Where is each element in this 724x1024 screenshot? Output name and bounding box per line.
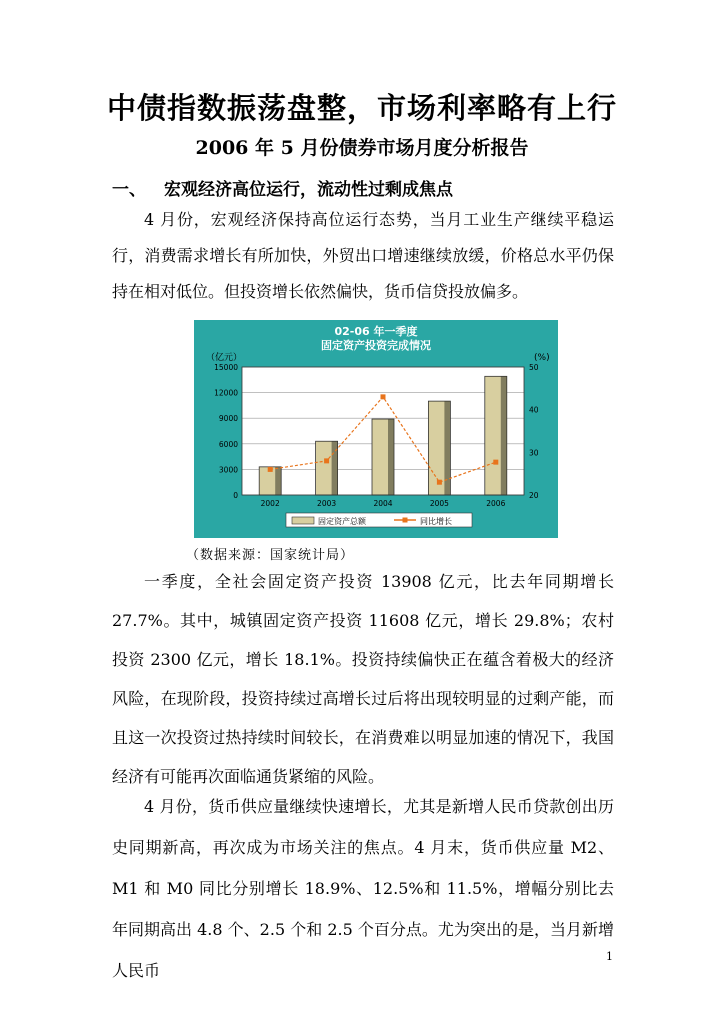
- growth-point: [493, 460, 498, 465]
- chart-title-line-2: 固定资产投资完成情况: [321, 339, 431, 352]
- left-axis-tick-label: 15000: [214, 363, 238, 372]
- left-axis-tick-label: 6000: [218, 439, 238, 449]
- document-title: 中债指数振荡盘整，市场利率略有上行: [106, 91, 617, 125]
- bar-shade: [501, 376, 507, 495]
- legend-bar-swatch: [292, 517, 314, 524]
- data-source-note: （数据来源：国家统计局）: [186, 548, 355, 563]
- bar-shade: [275, 467, 281, 495]
- left-axis-tick-label: 3000: [218, 465, 238, 475]
- left-axis-tick-label: 12000: [214, 388, 238, 398]
- paragraph-2: 一季度，全社会固定资产投资 13908 亿元，比去年同期增长 27.7%。其中，城镇固定资产投资 11608 亿元，增长 29.8%；农村投资 2300 亿元，增长 18.1%。投资持续偏快正在蕴含着极大的经济风险，在现阶段，投资持续过高增长过后将出现较明显的过剩产能，而且这一次投资过热持续时间较长，在消费难以明显加速的情况下，我国经济有可能再次面临通货紧缩的风险。: [112, 572, 614, 786]
- legend-line-marker: [403, 518, 408, 523]
- growth-point: [381, 394, 386, 399]
- growth-point: [324, 458, 329, 463]
- legend-line-label: 同比增长: [420, 517, 452, 526]
- right-axis-tick-label: 30: [529, 448, 539, 458]
- section-title: 宏观经济高位运行，流动性过剩成焦点: [164, 180, 453, 200]
- x-axis-tick-label: 2003: [317, 499, 337, 508]
- x-axis-tick-label: 2005: [429, 499, 449, 508]
- growth-point: [268, 467, 273, 472]
- document-subtitle: 2006 年 5 月份债券市场月度分析报告: [195, 137, 529, 159]
- investment-chart: [194, 320, 558, 538]
- paragraph-1: 4 月份，宏观经济保持高位运行态势，当月工业生产继续平稳运行，消费需求增长有所加快，外贸出口增速继续放缓，价格总水平仍保持在相对低位。但投资增长依然偏快，货币信贷投放偏多。: [112, 210, 614, 301]
- bar-shade: [388, 419, 394, 495]
- right-axis-tick-label: 50: [529, 363, 539, 372]
- bar-shade: [444, 401, 450, 495]
- legend: [286, 513, 472, 527]
- left-axis-tick-label: 9000: [218, 414, 238, 424]
- page-number: 1: [606, 950, 613, 963]
- legend-bar-label: 固定资产总额: [318, 517, 366, 526]
- right-axis-unit-label: (%): [534, 353, 550, 363]
- x-axis-tick-label: 2006: [486, 499, 506, 508]
- section-heading: [112, 175, 453, 200]
- x-axis-tick-label: 2002: [260, 499, 280, 508]
- left-axis-tick-label: 0: [233, 491, 238, 500]
- paragraph-3: 4 月份，货币供应量继续快速增长，尤其是新增人民币贷款创出历史同期新高，再次成为市场关注的焦点。4 月末，货币供应量 M2、M1 和 M0 同比分别增长 18.9%、12.5%和 11.5%，增幅分别比去年同期高出 4.8 个、2.5 个和 2.5 个百分点。尤为突出的是，当月新增人民币: [112, 797, 614, 980]
- x-axis-tick-label: 2004: [373, 499, 393, 508]
- right-axis-tick-label: 20: [529, 491, 539, 500]
- section-number: 一、: [112, 180, 146, 200]
- left-axis-unit-label: （亿元）: [206, 353, 243, 363]
- chart-title-line-1: 02-06 年一季度: [334, 325, 418, 338]
- right-axis-tick-label: 40: [529, 405, 539, 415]
- growth-point: [437, 480, 442, 485]
